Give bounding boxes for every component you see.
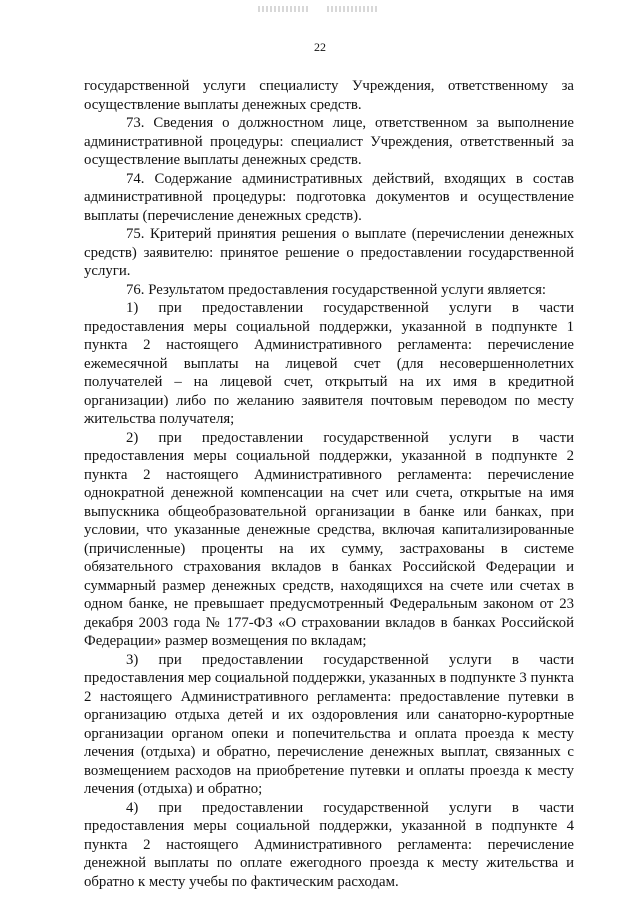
page-number: 22 <box>314 40 326 54</box>
scan-artifact <box>258 6 308 12</box>
paragraph-73: 73. Сведения о должностном лице, ответственном за выполнение административной процедуры: специалист Учреждения, ответственный за осуществление выплаты денежных средств. <box>84 115 574 168</box>
paragraph-continuation: государственной услуги специалисту Учреждения, ответственному за осуществление выплаты денежных средств. <box>84 78 574 113</box>
paragraph-76-item-2: 2) при предоставлении государственной услуги в части предоставления меры социальной поддержки, указанной в подпункте 2 пункта 2 настоящего Административного регламента: перечисление однократной денежной компенсации на счет или счета, открытые на имя выпускника общеобразовательной организации в банке или банках, при условии, что указанные денежные средства, включая капитализированные (причисленные) проценты на их сумму, застрахованы в системе обязательного страхования вкладов в банках Российской Федерации и суммарный размер денежных средств, находящихся на счете или счетах в одном банке, не превышает предусмотренный Федеральным законом от 23 декабря 2003 года № 177-ФЗ «О страховании вкладов в банках Российской Федерации» размер возмещения по вкладам; <box>84 429 574 649</box>
paragraph-75: 75. Критерий принятия решения о выплате (перечислении денежных средств) заявителю: принятое решение о предоставлении государственной услуги. <box>84 226 574 279</box>
paragraph-76-item-4: 4) при предоставлении государственной услуги в части предоставления меры социальной поддержки, указанной в подпункте 4 пункта 2 настоящего Административного регламента: перечисление денежной выплаты по оплате ежегодного проезда к месту жительства и обратно к месту учебы по фактическим расходам. <box>84 799 574 890</box>
paragraph-74: 74. Содержание административных действий, входящих в состав административной процедуры: подготовка документов и осуществление выплаты (перечисление денежных средств). <box>84 170 574 224</box>
paragraph-76-item-1: 1) при предоставлении государственной услуги в части предоставления меры социальной поддержки, указанной в подпункте 1 пункта 2 настоящего Административного регламента: перечисление ежемесячной выплаты на лицевой счет (для несовершеннолетних получателей – на лицевой счет, открытый на их имя в кредитной организации) либо по желанию заявителя почтовым переводом по месту жительства получателя; <box>84 300 574 427</box>
paragraph-76: 76. Результатом предоставления государственной услуги является: <box>126 281 547 298</box>
paragraph-76-item-3: 3) при предоставлении государственной услуги в части предоставления мер социальной поддержки, указанных в подпункте 3 пункта 2 настоящего Административного регламента: предоставление путевки в организацию отдыха детей и их оздоровления или санаторно-курортные организации органом опеки и попечительства и оплата проезда к месту лечения (отдыха) и обратно, перечисление денежных выплат, связанных с возмещением расходов на приобретение путевки и оплаты проезда к месту лечения (отдыха) и обратно; <box>84 651 574 797</box>
scan-artifact <box>327 6 379 12</box>
document-body <box>84 77 574 891</box>
